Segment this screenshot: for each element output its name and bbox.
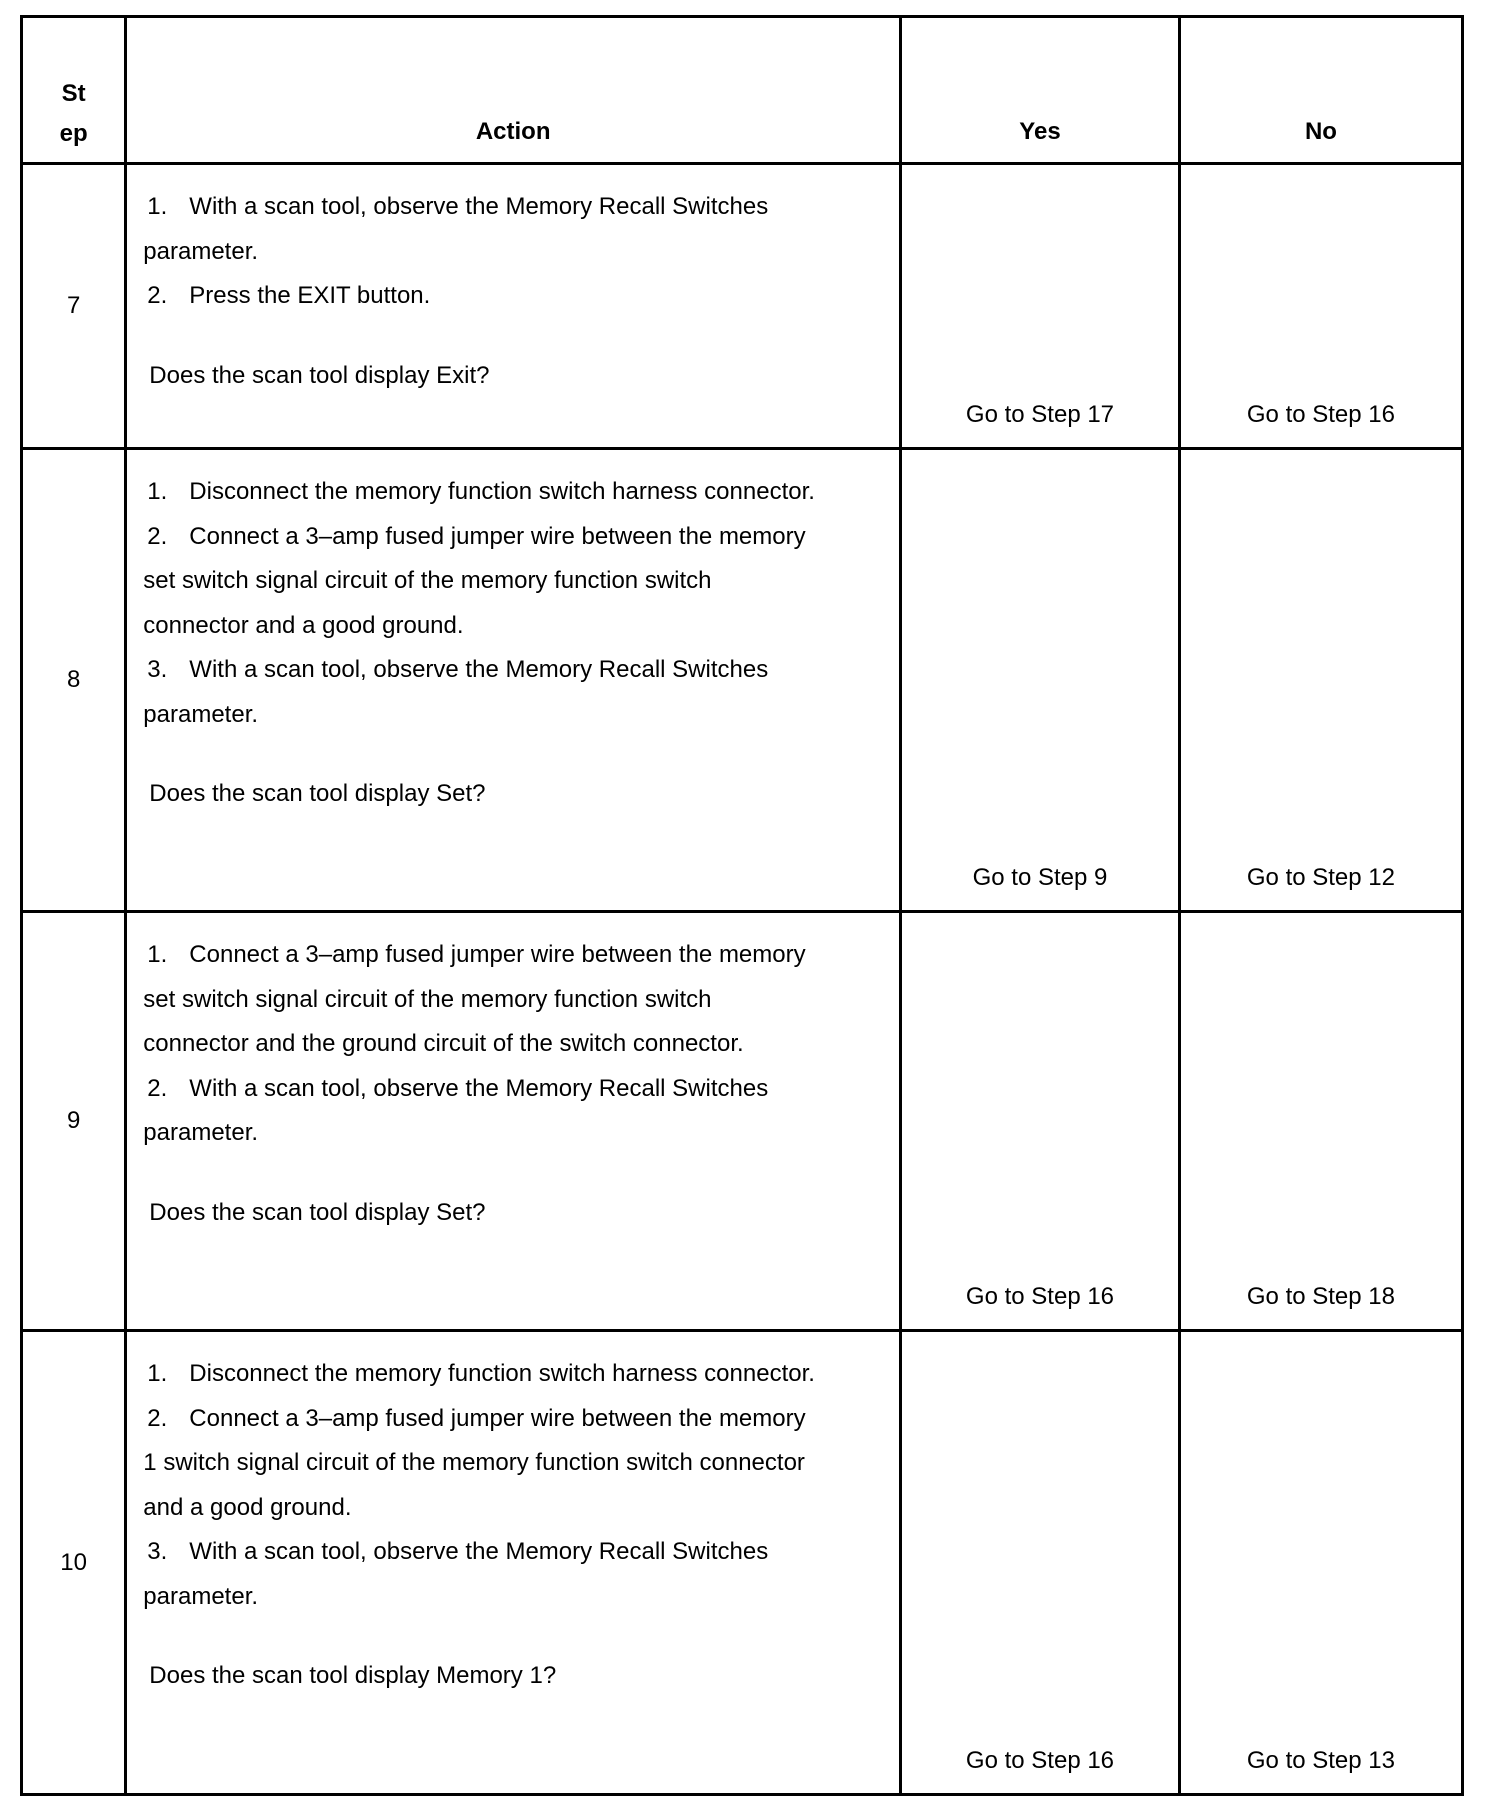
yes-result: Go to Step 16 (901, 1331, 1180, 1795)
step-number: 10 (22, 1331, 126, 1795)
action-steps (143, 1352, 885, 1619)
header-action: Action (126, 17, 901, 164)
action-step (143, 470, 823, 515)
action-step-text: With a scan tool, observe the Memory Recall Switches parameter. (143, 1074, 769, 1146)
header-step (22, 17, 126, 164)
no-result: Go to Step 13 (1179, 1331, 1462, 1795)
table-row (22, 164, 1463, 449)
action-step-number: 3. (147, 656, 168, 683)
action-question: Does the scan tool display Set? (149, 780, 486, 807)
action-step-number: 1. (147, 1360, 168, 1387)
action-step (143, 1530, 823, 1619)
table-row (22, 912, 1463, 1331)
action-step-text: Disconnect the memory function switch harness connector. (189, 478, 815, 505)
action-step-number: 1. (147, 478, 168, 505)
action-step (143, 1352, 823, 1397)
action-step-number: 2. (147, 1074, 168, 1102)
step-number: 8 (22, 449, 126, 912)
action-question: Does the scan tool display Memory 1? (149, 1662, 557, 1689)
action-step-text: Disconnect the memory function switch harness connector. (189, 1360, 815, 1387)
action-question: Does the scan tool display Exit? (149, 361, 490, 389)
diagnostic-table (20, 15, 1464, 1796)
action-step-number: 2. (147, 1404, 168, 1432)
action-step-text: With a scan tool, observe the Memory Recall Switches parameter. (143, 656, 769, 728)
no-result: Go to Step 16 (1179, 164, 1462, 449)
action-cell (126, 449, 901, 912)
action-step-number: 1. (147, 941, 168, 968)
yes-result: Go to Step 17 (901, 164, 1180, 449)
action-step-number: 2. (147, 282, 168, 309)
action-steps (143, 185, 885, 319)
action-step-number: 3. (147, 1538, 168, 1565)
action-step-text: Connect a 3–amp fused jumper wire between the memory set switch signal circuit of the memory function switch connector and a good ground. (143, 522, 806, 639)
header-step-line2: ep (59, 120, 88, 147)
table-row (22, 449, 1463, 912)
action-step-text: With a scan tool, observe the Memory Recall Switches parameter. (143, 1538, 769, 1610)
action-step (143, 1397, 823, 1531)
header-row (22, 17, 1463, 164)
action-cell (126, 1331, 901, 1795)
action-step (143, 648, 823, 737)
action-step-number: 1. (147, 193, 168, 220)
action-steps (143, 933, 885, 1156)
action-step (143, 1067, 823, 1156)
action-question: Does the scan tool display Set? (149, 1198, 486, 1226)
action-cell (126, 912, 901, 1331)
action-step (143, 515, 823, 649)
action-step (143, 933, 823, 1067)
header-no: No (1179, 17, 1462, 164)
no-result: Go to Step 18 (1179, 912, 1462, 1331)
yes-result: Go to Step 16 (901, 912, 1180, 1331)
no-result: Go to Step 12 (1179, 449, 1462, 912)
step-number: 7 (22, 164, 126, 449)
action-step-number: 2. (147, 522, 168, 550)
action-steps (143, 470, 885, 737)
action-step-text: Press the EXIT button. (189, 282, 431, 309)
table-row (22, 1331, 1463, 1795)
step-number: 9 (22, 912, 126, 1331)
yes-result: Go to Step 9 (901, 449, 1180, 912)
action-step (143, 185, 823, 274)
header-step-line1: St (61, 80, 86, 107)
action-step-text: With a scan tool, observe the Memory Recall Switches parameter. (143, 193, 769, 265)
action-step-text: Connect a 3–amp fused jumper wire between the memory set switch signal circuit of the memory function switch connector and the ground circuit of the switch connector. (143, 941, 806, 1057)
action-cell (126, 164, 901, 449)
header-yes: Yes (901, 17, 1180, 164)
action-step (143, 274, 823, 319)
action-step-text: Connect a 3–amp fused jumper wire between the memory 1 switch signal circuit of the memory function switch connector and a good ground. (143, 1404, 806, 1521)
